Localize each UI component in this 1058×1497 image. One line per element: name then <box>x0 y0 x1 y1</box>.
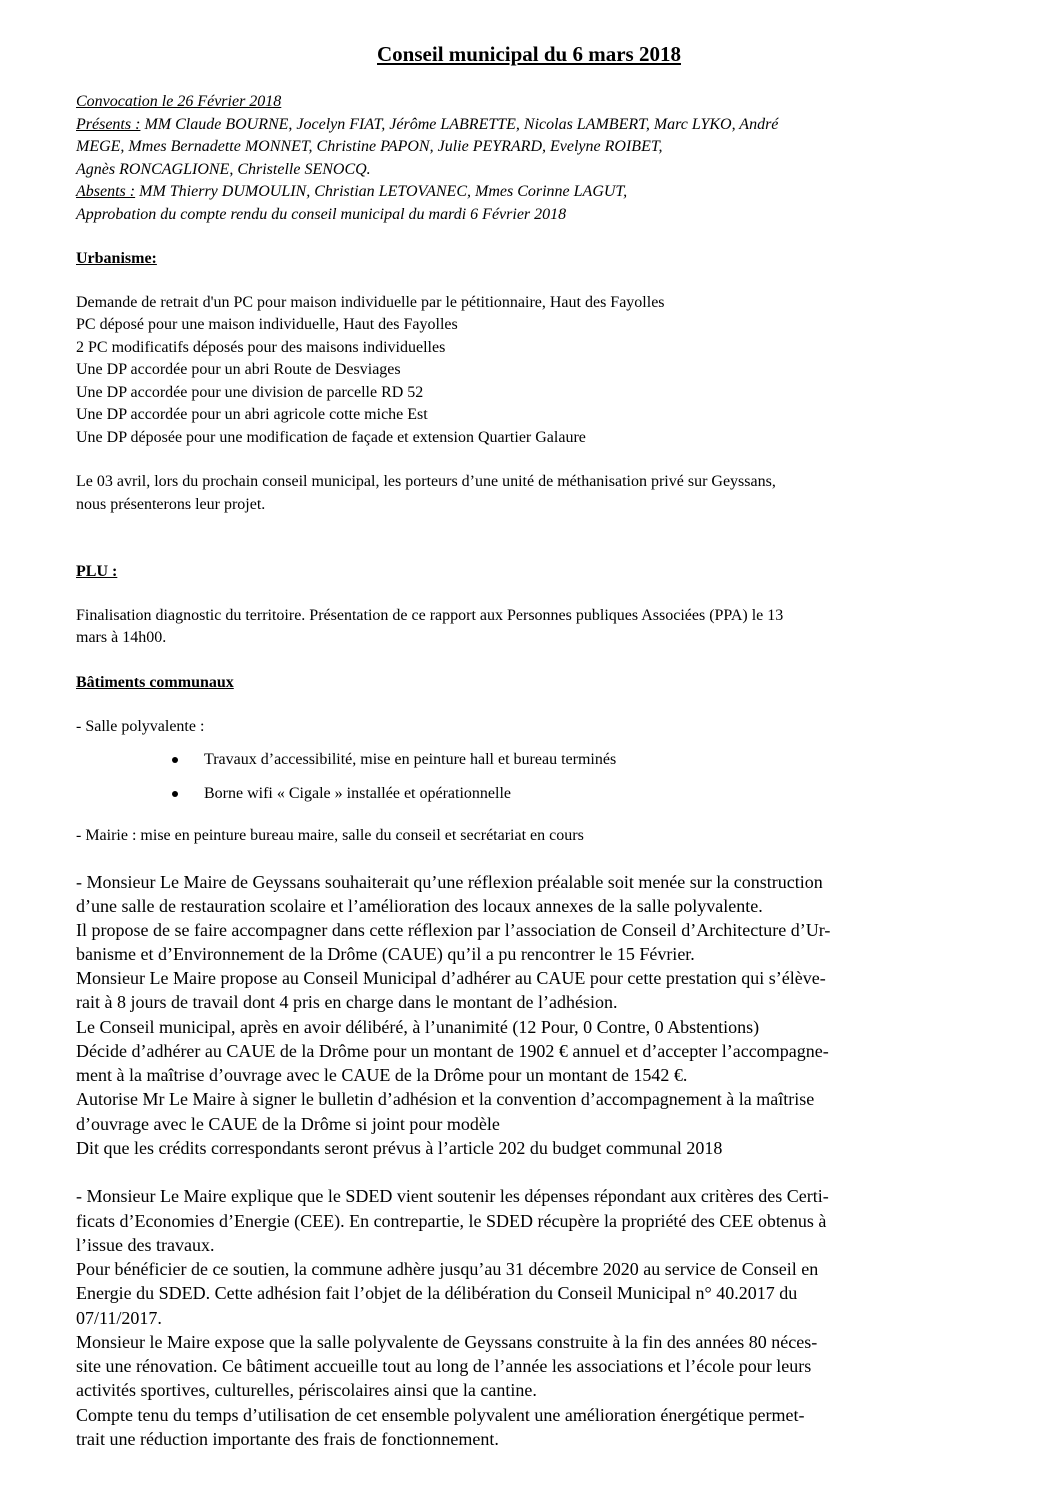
bullet-icon <box>172 791 180 799</box>
urbanisme-item: Demande de retrait d'un PC pour maison individuelle par le pétitionnaire, Haut des Fayolles <box>76 294 665 311</box>
mairie-line: - Mairie : mise en peinture bureau maire, salle du conseil et secrétariat en cours <box>76 827 584 844</box>
presents-line-3: Agnès RONCAGLIONE, Christelle SENOCQ. <box>76 161 371 178</box>
plu-text-2: mars à 14h00. <box>76 629 167 646</box>
body-line: d’une salle de restauration scolaire et l’amélioration des locaux annexes de la salle polyvalente. <box>76 896 763 916</box>
body-line: ficats d’Economies d’Energie (CEE). En contrepartie, le SDED récupère la propriété des CEE obtenus à <box>76 1211 827 1231</box>
body-line: Décide d’adhérer au CAUE de la Drôme pour un montant de 1902 € annuel et d’accepter l’accompagne- <box>76 1041 829 1061</box>
body-line: - Monsieur Le Maire explique que le SDED vient soutenir les dépenses répondant aux critères des Certi- <box>76 1186 829 1206</box>
urbanisme-item: Une DP déposée pour une modification de façade et extension Quartier Galaure <box>76 429 586 446</box>
body-line: Il propose de se faire accompagner dans cette réflexion par l’association de Conseil d’Architecture d’Ur- <box>76 920 831 940</box>
urbanisme-item: 2 PC modificatifs déposés pour des maisons individuelles <box>76 339 446 356</box>
batiments-heading: Bâtiments communaux <box>76 674 234 691</box>
urbanisme-item: PC déposé pour une maison individuelle, Haut des Fayolles <box>76 316 458 333</box>
bullet-icon <box>172 757 180 765</box>
convocation-line: Convocation le 26 Février 2018 <box>76 93 282 110</box>
urbanisme-item: Une DP accordée pour un abri agricole cotte miche Est <box>76 406 428 423</box>
body-line: Energie du SDED. Cette adhésion fait l’objet de la délibération du Conseil Municipal n° 40.2017 du <box>76 1283 798 1303</box>
presents-names-1: MM Claude BOURNE, Jocelyn FIAT, Jérôme LABRETTE, Nicolas LAMBERT, Marc LYKO, André <box>140 116 779 133</box>
body-line: - Monsieur Le Maire de Geyssans souhaiterait qu’une réflexion préalable soit menée sur la construction <box>76 872 823 892</box>
presents-line-1 <box>76 115 778 135</box>
urbanisme-note-2: nous présenterons leur projet. <box>76 496 266 513</box>
body-line: activités sportives, culturelles, périscolaires ainsi que la cantine. <box>76 1380 537 1400</box>
body-line: l’issue des travaux. <box>76 1235 215 1255</box>
body-line: rait à 8 jours de travail dont 4 pris en charge dans le montant de l’adhésion. <box>76 992 618 1012</box>
plu-text-1: Finalisation diagnostic du territoire. Présentation de ce rapport aux Personnes publiques Associées (PPA) le 13 <box>76 607 784 624</box>
plu-heading: PLU : <box>76 563 118 580</box>
body-line: trait une réduction importante des frais de fonctionnement. <box>76 1429 499 1449</box>
page-title: Conseil municipal du 6 mars 2018 <box>377 42 681 66</box>
salle-polyvalente-label: - Salle polyvalente : <box>76 718 205 735</box>
urbanisme-heading: Urbanisme: <box>76 250 157 267</box>
body-line: banisme et d’Environnement de la Drôme (CAUE) qu’il a pu rencontrer le 15 Février. <box>76 944 695 964</box>
body-line: Pour bénéficier de ce soutien, la commune adhère jusqu’au 31 décembre 2020 au service de Conseil en <box>76 1259 819 1279</box>
body-line: Autorise Mr Le Maire à signer le bulletin d’adhésion et la convention d’accompagnement à la maîtrise <box>76 1089 815 1109</box>
body-line: Monsieur Le Maire propose au Conseil Municipal d’adhérer au CAUE pour cette prestation qui s’élève- <box>76 968 826 988</box>
absents-names: MM Thierry DUMOULIN, Christian LETOVANEC, Mmes Corinne LAGUT, <box>135 183 628 200</box>
body-line: Monsieur le Maire expose que la salle polyvalente de Geyssans construite à la fin des années 80 néces- <box>76 1332 818 1352</box>
urbanisme-item: Une DP accordée pour une division de parcelle RD 52 <box>76 384 424 401</box>
body-line: d’ouvrage avec le CAUE de la Drôme si joint pour modèle <box>76 1114 500 1134</box>
urbanisme-item: Une DP accordée pour un abri Route de Desviages <box>76 361 401 378</box>
batiments-bullet-item: Travaux d’accessibilité, mise en peinture hall et bureau terminés <box>204 751 617 768</box>
presents-label: Présents : <box>76 116 141 133</box>
approbation-line: Approbation du compte rendu du conseil municipal du mardi 6 Février 2018 <box>76 206 567 223</box>
body-line: Compte tenu du temps d’utilisation de cet ensemble polyvalent une amélioration énergétique permet- <box>76 1405 805 1425</box>
batiments-bullet-item: Borne wifi « Cigale » installée et opérationnelle <box>204 785 512 802</box>
body-line: Le Conseil municipal, après en avoir délibéré, à l’unanimité (12 Pour, 0 Contre, 0 Abstentions) <box>76 1017 760 1037</box>
urbanisme-note-1: Le 03 avril, lors du prochain conseil municipal, les porteurs d’une unité de méthanisation privé sur Geyssans, <box>76 473 776 490</box>
body-line: site une rénovation. Ce bâtiment accueille tout au long de l’année les associations et l’école pour leurs <box>76 1356 812 1376</box>
body-line: ment à la maîtrise d’ouvrage avec le CAUE de la Drôme pour un montant de 1542 €. <box>76 1065 688 1085</box>
body-line: Dit que les crédits correspondants seront prévus à l’article 202 du budget communal 2018 <box>76 1138 723 1158</box>
absents-label: Absents : <box>76 183 136 200</box>
body-line: 07/11/2017. <box>76 1308 162 1328</box>
absents-line <box>76 182 627 202</box>
presents-line-2: MEGE, Mmes Bernadette MONNET, Christine PAPON, Julie PEYRARD, Evelyne ROIBET, <box>76 138 663 155</box>
